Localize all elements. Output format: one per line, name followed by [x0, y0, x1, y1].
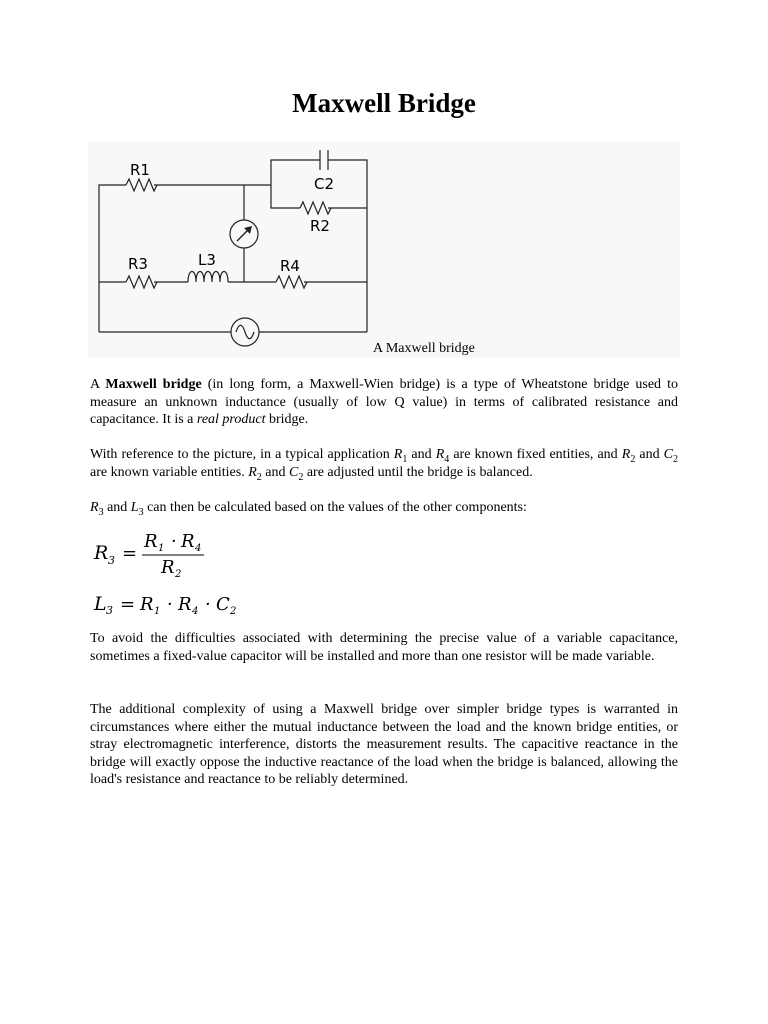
text-run: and [261, 464, 289, 480]
subscript: 3 [106, 604, 113, 616]
symbol: L [94, 593, 107, 615]
symbol: R [90, 500, 99, 515]
circuit-figure [88, 142, 680, 358]
symbol: R [144, 531, 158, 552]
calculation-paragraph [90, 499, 678, 517]
text-run: are known fixed entities, and [449, 447, 622, 462]
subscript: 2 [175, 569, 182, 580]
subscript: 3 [138, 506, 144, 518]
subscript: 2 [256, 471, 262, 483]
resistor-r3 [126, 276, 157, 288]
subscript: 4 [444, 453, 450, 465]
text-run: bridge. [265, 412, 309, 427]
subscript: 4 [192, 606, 199, 616]
symbol: R [181, 531, 195, 552]
symbol: R [140, 594, 154, 615]
subscript: 1 [154, 606, 161, 616]
resistor-r4 [276, 276, 307, 288]
italic-term: real product [196, 412, 266, 427]
subscript: 4 [195, 543, 202, 554]
subscript: 1 [402, 453, 408, 465]
subscript: 2 [298, 471, 304, 483]
text-run: (in long form, a Maxwell-Wien bridge) is a type of Wheatstone bridge used to measure an unknown inductance (usually of low Q value) in terms of calibrated resistance and capacitance. It is a [90, 377, 678, 427]
subscript: 2 [673, 453, 678, 465]
subscript: 3 [98, 506, 104, 518]
symbol: C [663, 447, 673, 462]
symbol: R [94, 542, 109, 564]
subscript: 2 [630, 453, 636, 465]
equals-sign: = [120, 594, 136, 615]
text-run: A [90, 377, 106, 392]
symbol: C [289, 464, 299, 480]
label-r3: R3 [128, 255, 148, 273]
capacitor-c2 [320, 150, 328, 170]
reference-paragraph [90, 446, 678, 481]
capacitor-paragraph: To avoid the difficulties associated with determining the precise value of a variable capacitance, sometimes a fixed-value capacitor will be installed and more than one resistor will be made variable. [90, 631, 678, 664]
subscript: 3 [108, 554, 115, 567]
label-c2: C2 [314, 175, 335, 193]
text-run: and [635, 447, 664, 462]
text-run: and [103, 500, 131, 515]
text-run: are known variable entities. [90, 464, 249, 480]
resistor-r1 [126, 179, 157, 191]
dot-operator: · [167, 594, 173, 615]
subscript: 1 [158, 543, 165, 554]
page-title: Maxwell Bridge [292, 88, 476, 118]
label-l3: L3 [198, 251, 216, 269]
inductor-l3 [188, 272, 228, 283]
label-r1: R1 [130, 161, 150, 179]
bold-term: Maxwell bridge [105, 377, 202, 392]
symbol: R [435, 447, 445, 462]
symbol: L [130, 500, 139, 515]
symbol: R [161, 557, 175, 578]
equals-sign: = [122, 543, 138, 564]
formula-r3 [92, 530, 292, 580]
label-r2: R2 [310, 217, 330, 235]
text-run: and [407, 447, 436, 462]
dot-operator: · [205, 594, 211, 615]
dot-operator: · [171, 531, 177, 552]
symbol: R [621, 447, 631, 462]
figure-caption: A Maxwell bridge [373, 341, 475, 356]
subscript: 2 [230, 606, 237, 616]
complexity-paragraph: The additional complexity of using a Maxwell bridge over simpler bridge types is warranted in circumstances where either the mutual inductance between the load and the known bridge entities, or stray electromagnetic interference, distorts the measurement results. The capacitive reactance in the bridge will exactly oppose the inductive reactance of the load when the bridge is balanced, allowing the load's resistance and reactance to be reliably determined. [90, 702, 678, 787]
symbol: R [178, 594, 192, 615]
text-run: With reference to the picture, in a typical application [90, 447, 394, 462]
symbol: C [216, 594, 230, 615]
formula-l3 [92, 592, 292, 616]
symbol: R [393, 447, 403, 462]
symbol: R [248, 464, 257, 480]
text-run: are adjusted until the bridge is balanced. [303, 464, 533, 480]
resistor-r2 [300, 202, 331, 214]
label-r4: R4 [280, 257, 300, 275]
maxwell-bridge-diagram [88, 142, 680, 358]
intro-paragraph [90, 376, 678, 429]
text-run: can then be calculated based on the values of the other components: [143, 500, 527, 515]
